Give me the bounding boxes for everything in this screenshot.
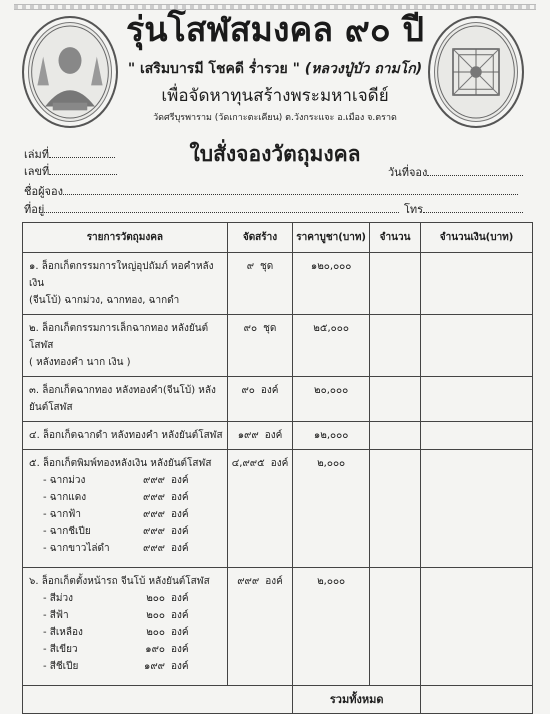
col-header-quantity: จำนวน	[370, 223, 421, 253]
book-number-label: เล่มที่	[24, 148, 50, 161]
number-field[interactable]	[24, 162, 117, 180]
booking-date-label: วันที่จอง	[388, 166, 428, 179]
created-unit: องค์	[260, 385, 279, 396]
amount-input-cell[interactable]	[421, 315, 533, 377]
total-label: รวมทั้งหมด	[293, 686, 421, 714]
total-amount-cell[interactable]	[421, 686, 533, 714]
price-cell: ๑๒,๐๐๐	[293, 422, 370, 450]
subitem-unit: องค์	[171, 610, 189, 621]
table-header-row	[23, 223, 533, 253]
created-cell	[227, 422, 293, 450]
subitem-unit: องค์	[171, 627, 189, 638]
subitem-row	[27, 624, 223, 641]
item-name-cell	[23, 422, 228, 450]
booking-date-field[interactable]	[388, 163, 523, 181]
subtitle	[100, 58, 450, 80]
subitem-qty: ๙๙๙	[143, 475, 165, 486]
created-unit: ชุด	[263, 323, 277, 334]
subitem-label: - สีเหลือง	[43, 627, 83, 638]
item-name-cell	[23, 315, 228, 377]
subitem-unit: องค์	[171, 661, 189, 672]
subitem-row	[27, 540, 223, 557]
subitem-qty: ๒๐๐	[146, 593, 165, 604]
created-quantity: ๑๙๙	[237, 430, 259, 441]
form-title: ใบสั่งจองวัตถุมงคล	[189, 142, 361, 166]
quantity-input-cell[interactable]	[370, 450, 421, 568]
created-cell	[227, 377, 293, 422]
subitem-label: - สีฟ้า	[43, 610, 69, 621]
subitem-row	[27, 472, 223, 489]
quantity-input-cell[interactable]	[370, 377, 421, 422]
phone-label: โทร	[404, 203, 424, 216]
created-unit: องค์	[270, 458, 289, 469]
subitem-qty: ๙๙๙	[143, 526, 165, 537]
item-name-cell	[23, 568, 228, 686]
created-cell	[227, 568, 293, 686]
col-header-amount: จำนวนเงิน(บาท)	[421, 223, 533, 253]
subitem-unit: องค์	[171, 526, 189, 537]
quantity-input-cell[interactable]	[370, 315, 421, 377]
item-name-cell	[23, 450, 228, 568]
created-cell	[227, 315, 293, 377]
subitem-row	[27, 607, 223, 624]
item-name-line: ๒. ล็อกเก็ตกรรมการเล็กฉากทอง หลังยันต์โสฬส	[29, 323, 209, 351]
subitem-unit: องค์	[171, 593, 189, 604]
created-unit: ชุด	[260, 261, 274, 272]
price-cell: ๒,๐๐๐	[293, 450, 370, 568]
subitem-qty: ๒๐๐	[146, 627, 165, 638]
quantity-input-cell[interactable]	[370, 568, 421, 686]
price-cell: ๑๒๐,๐๐๐	[293, 253, 370, 315]
amount-input-cell[interactable]	[421, 253, 533, 315]
number-label: เลขที่	[24, 165, 50, 178]
created-quantity: ๙๐	[243, 323, 258, 334]
created-unit: องค์	[264, 430, 283, 441]
item-name-line: ๓. ล็อกเก็ตฉากทอง หลังทองคำ(จีนโบ้) หลังยันต์โสฬส	[29, 385, 216, 413]
subitem-qty: ๒๐๐	[146, 610, 165, 621]
subitem-unit: องค์	[171, 475, 189, 486]
col-header-created: จัดสร้าง	[227, 223, 293, 253]
subtitle-monk: (หลวงปู่บัว ถามโก)	[304, 61, 423, 77]
subitem-label: - ฉากขาวไล่ดำ	[43, 543, 110, 554]
subitem-qty: ๑๙๐	[145, 644, 165, 655]
table-row	[23, 422, 533, 450]
created-quantity: ๙	[246, 261, 255, 272]
subitem-label: - ฉากม่วง	[43, 475, 86, 486]
item-name-line: (จีนโบ้) ฉากม่วง, ฉากทอง, ฉากดำ	[29, 295, 180, 306]
subitem-row	[27, 523, 223, 540]
page-title: รุ่นโสฬสมงคล ๙๐ ปี	[125, 10, 424, 50]
created-quantity: ๔,๙๙๕	[231, 458, 265, 469]
subitem-qty: ๙๙๙	[143, 543, 165, 554]
item-name-line: ๖. ล็อกเก็ตตั้งหน้ารถ จีนโบ้ หลังยันต์โสฬส	[29, 576, 210, 587]
item-name-cell	[23, 253, 228, 315]
subitem-row	[27, 489, 223, 506]
table-row	[23, 315, 533, 377]
created-quantity: ๙๐	[241, 385, 255, 396]
booker-name-label: ชื่อผู้จอง	[24, 185, 63, 198]
amount-input-cell[interactable]	[421, 450, 533, 568]
subitem-label: - สีม่วง	[43, 593, 73, 604]
subtitle-blessing: " เสริมบารมี โชคดี ร่ำรวย "	[127, 61, 300, 77]
col-header-price: ราคาบูชา(บาท)	[293, 223, 370, 253]
item-name-line: ๕. ล็อกเก็ตพิมพ์ทองหลังเงิน หลังยันต์โสฬส	[29, 458, 212, 469]
subitem-row	[27, 641, 223, 658]
subitem-unit: องค์	[171, 492, 189, 503]
table-row	[23, 450, 533, 568]
subitem-unit: องค์	[171, 644, 189, 655]
total-blank-cell	[23, 686, 293, 714]
created-cell	[227, 253, 293, 315]
purpose-line: เพื่อจัดหาทุนสร้างพระมหาเจดีย์	[161, 86, 389, 106]
item-name-line: ๔. ล็อกเก็ตฉากดำ หลังทองคำ หลังยันต์โสฬส	[29, 430, 223, 441]
price-cell: ๒๕,๐๐๐	[293, 315, 370, 377]
subitem-unit: องค์	[171, 509, 189, 520]
amount-input-cell[interactable]	[421, 422, 533, 450]
amount-input-cell[interactable]	[421, 568, 533, 686]
subitem-label: - ฉากแดง	[43, 492, 87, 503]
price-cell: ๒๐,๐๐๐	[293, 377, 370, 422]
created-cell	[227, 450, 293, 568]
subitem-unit: องค์	[171, 543, 189, 554]
subitem-label: - สีชีเปีย	[43, 661, 79, 672]
subitem-qty: ๙๙๙	[143, 492, 165, 503]
subitem-row	[27, 658, 223, 675]
price-cell: ๒,๐๐๐	[293, 568, 370, 686]
order-table	[22, 222, 533, 714]
created-unit: องค์	[265, 576, 283, 587]
address-field[interactable]	[24, 200, 399, 218]
subitem-label: - ฉากฟ้า	[43, 509, 81, 520]
item-name-line: ( หลังทองคำ นาก เงิน )	[29, 357, 131, 368]
created-quantity: ๙๙๙	[237, 576, 260, 587]
book-number-field[interactable]	[24, 145, 115, 163]
subitem-row	[27, 506, 223, 523]
subitem-qty: ๑๙๙	[144, 661, 165, 672]
item-name-cell	[23, 377, 228, 422]
address-label: ที่อยู่	[24, 203, 45, 216]
subitem-row	[27, 590, 223, 607]
quantity-input-cell[interactable]	[370, 253, 421, 315]
table-row	[23, 253, 533, 315]
temple-address: วัดศรีบุรพาราม (วัดเกาะตะเคียน) ต.วังกระแจะ อ.เมือง จ.ตราด	[153, 113, 397, 123]
table-row	[23, 377, 533, 422]
subitem-label: - ฉากชีเปีย	[43, 526, 91, 537]
phone-field[interactable]	[404, 200, 523, 218]
booker-name-field[interactable]	[24, 182, 518, 200]
item-name-line: ๑. ล็อกเก็ตกรรมการใหญ่อุปถัมภ์ หอคำหลังเงิน	[29, 261, 214, 289]
amount-input-cell[interactable]	[421, 377, 533, 422]
quantity-input-cell[interactable]	[370, 422, 421, 450]
col-header-item: รายการวัตถุมงคล	[23, 223, 228, 253]
total-row	[23, 686, 533, 714]
subitem-label: - สีเขียว	[43, 644, 78, 655]
subitem-qty: ๙๙๙	[143, 509, 165, 520]
table-row	[23, 568, 533, 686]
